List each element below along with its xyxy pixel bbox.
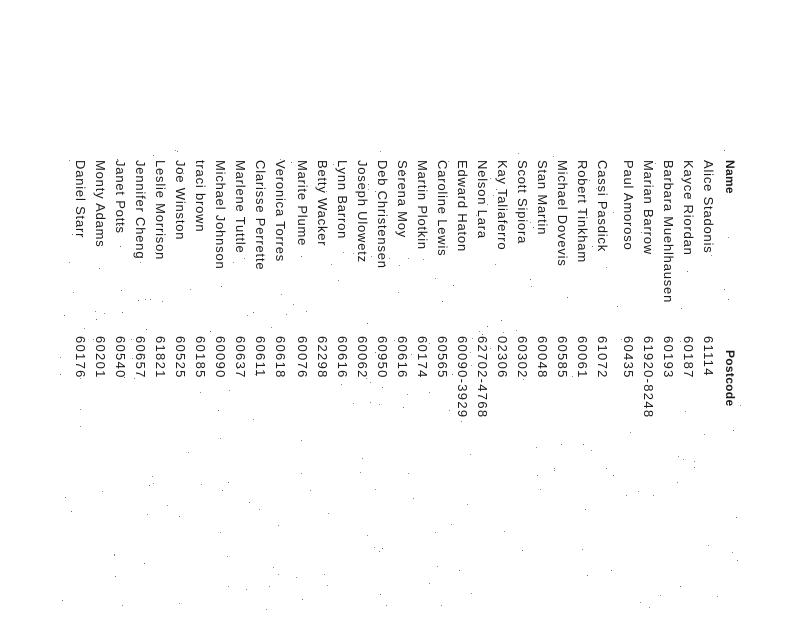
row-name: Serena Moy (395, 160, 410, 239)
row-name: Jennifer Cheng (133, 160, 148, 260)
row-name: Deb Christensen (375, 160, 390, 269)
scan-speck (386, 605, 387, 606)
row-postcode: 62702-4768 (475, 336, 490, 419)
row-name: Janet Potts (113, 160, 128, 234)
row-name: Marlene Tuttle (233, 160, 248, 254)
row-postcode: 61920-8248 (641, 336, 656, 419)
row-postcode: 61072 (595, 336, 610, 379)
scan-speck (153, 155, 154, 156)
row-postcode: 60061 (575, 336, 590, 379)
row-name: Robert Tinkham (575, 160, 590, 263)
row-postcode: 60302 (515, 336, 530, 379)
row-name: Clarisse Perrette (253, 160, 268, 271)
row-postcode: 60062 (355, 336, 370, 379)
row-postcode: 60185 (193, 336, 208, 379)
scan-speck (60, 357, 61, 358)
row-postcode: 60618 (273, 336, 288, 379)
scan-speck (380, 151, 381, 152)
scan-speck (724, 150, 725, 151)
row-postcode: 60193 (661, 336, 676, 379)
row-postcode: 60616 (395, 336, 410, 379)
scan-speck (441, 605, 442, 606)
scan-speck (302, 599, 303, 600)
row-name: Veronica Torres (273, 160, 288, 263)
row-name: Cassi Pasdick (595, 160, 610, 253)
row-name: Martin Plotkin (415, 160, 430, 250)
row-postcode: 60525 (173, 336, 188, 379)
scan-speck (553, 156, 554, 157)
row-postcode: 60950 (375, 336, 390, 379)
row-name: traci brown (193, 160, 208, 233)
scan-speck (327, 585, 328, 586)
row-postcode: 60201 (93, 336, 108, 379)
row-name: Caroline Lewis (435, 160, 450, 257)
row-postcode: 60076 (295, 336, 310, 379)
row-postcode: 60187 (681, 336, 696, 379)
row-name: Kayce Riordan (681, 160, 696, 256)
scan-speck (179, 603, 180, 604)
scan-speck (266, 609, 267, 610)
row-postcode: 60611 (253, 336, 268, 378)
scan-speck (660, 595, 661, 596)
row-name: Barbara Muehlhausen (661, 160, 676, 304)
scan-speck (429, 583, 430, 584)
row-name: Kay Taliaferro (495, 160, 510, 251)
row-postcode: 60565 (435, 336, 450, 379)
row-name: Michael Dovevis (555, 160, 570, 267)
scan-speck (471, 593, 472, 594)
scan-speck (122, 605, 123, 606)
scan-speck (518, 153, 519, 154)
row-name: Stan Martin (535, 160, 550, 236)
row-name: Edward Haton (455, 160, 470, 252)
row-postcode: 02306 (495, 336, 510, 379)
row-postcode: 60048 (535, 336, 550, 379)
row-name: Scott Sipiora (515, 160, 530, 245)
scan-speck (228, 586, 229, 587)
header-postcode: Postcode (723, 350, 737, 407)
row-postcode: 60540 (113, 336, 128, 379)
row-name: Monty Adams (93, 160, 108, 248)
row-postcode: 60585 (555, 336, 570, 379)
row-name: Marite Plume (295, 160, 310, 247)
row-postcode: 60657 (133, 336, 148, 379)
row-postcode: 60435 (621, 336, 636, 379)
scan-speck (175, 150, 176, 151)
scan-speck (177, 151, 178, 152)
header-name: Name (723, 160, 737, 194)
row-postcode: 60637 (233, 336, 248, 379)
row-postcode: 62298 (315, 336, 330, 379)
scan-speck (269, 586, 270, 587)
row-name: Nelson Lara (475, 160, 490, 239)
scan-speck (717, 596, 718, 597)
scan-speck (640, 602, 641, 603)
row-postcode: 61821 (153, 336, 168, 379)
scan-speck (62, 600, 63, 601)
row-postcode: 60616 (335, 336, 350, 379)
row-name: Joe Winston (173, 160, 188, 241)
scan-speck (65, 497, 66, 498)
row-name: Marian Barrow (641, 160, 656, 255)
scan-speck (380, 594, 381, 595)
row-name: Betty Wacker (315, 160, 330, 247)
scan-speck (680, 586, 681, 587)
row-postcode: 60174 (415, 336, 430, 379)
scan-speck (740, 405, 741, 406)
scan-speck (64, 315, 65, 316)
row-name: Lynn Barron (335, 160, 350, 240)
row-name: Leslie Morrison (153, 160, 168, 261)
row-name: Michael Johnson (213, 160, 228, 270)
row-postcode: 61114 (701, 336, 716, 377)
row-postcode: 60090 (213, 336, 228, 379)
row-name: Daniel Starr (73, 160, 88, 239)
scan-speck (71, 511, 72, 512)
scan-speck (649, 607, 650, 608)
row-name: Alice Stadonis (701, 160, 716, 254)
rotated-table (73, 160, 740, 580)
scan-speck (246, 589, 247, 590)
row-postcode: 60090-3929 (455, 336, 470, 419)
scan-speck (60, 374, 61, 375)
row-name: Paul Amoroso (621, 160, 636, 251)
row-postcode: 60176 (73, 336, 88, 379)
row-name: Joseph Ulowetz (355, 160, 370, 263)
